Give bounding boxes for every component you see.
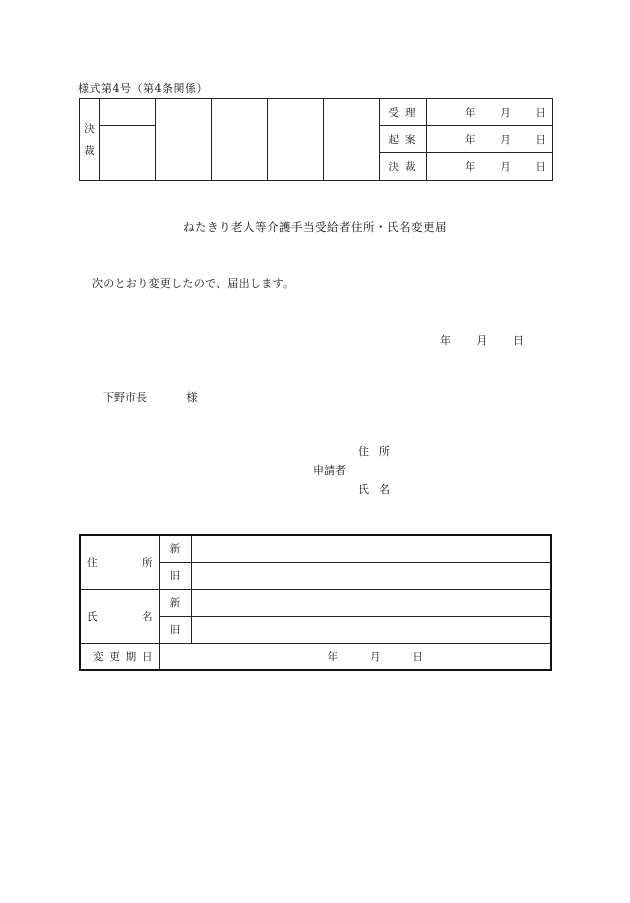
decision-date[interactable] — [427, 153, 553, 181]
month-label: 月 — [500, 106, 511, 119]
year-label: 年 — [440, 334, 451, 347]
draft-label: 起案 — [380, 126, 427, 153]
body-text: 次のとおり変更したので、届出します。 — [92, 277, 295, 290]
year-label: 年 — [465, 106, 476, 119]
day-label: 日 — [535, 106, 546, 119]
old-address-field[interactable] — [191, 562, 551, 589]
period-row-label — [80, 643, 159, 670]
day-label: 日 — [535, 161, 546, 173]
change-date-field[interactable] — [159, 643, 551, 670]
new-address-field[interactable] — [191, 535, 551, 562]
month-label: 月 — [476, 334, 488, 347]
document-title: ねたきり老人等介護手当受給者住所・氏名変更届 — [183, 220, 447, 234]
honorific: 様 — [186, 391, 198, 404]
seal-cell[interactable] — [212, 99, 268, 181]
day-label: 日 — [513, 334, 524, 347]
year-label: 年 — [465, 161, 476, 173]
old-label: 旧 — [159, 616, 191, 643]
receipt-label: 受理 — [380, 99, 427, 126]
recipient — [103, 389, 198, 405]
change-table — [79, 534, 552, 671]
address-char-1: 住 — [87, 556, 98, 569]
name-char-2: 名 — [142, 610, 153, 623]
applicant-name-label: 氏名 — [358, 483, 400, 496]
period-char-1: 変 — [93, 650, 104, 663]
kessai-header — [80, 99, 100, 181]
day-label: 日 — [535, 133, 546, 146]
month-label: 月 — [370, 650, 381, 663]
seal-cell[interactable] — [156, 99, 212, 181]
old-label: 旧 — [159, 562, 191, 589]
applicant-label: 申請者 — [313, 464, 346, 477]
seal-cell[interactable] — [324, 99, 380, 181]
day-label: 日 — [412, 650, 423, 663]
month-label: 月 — [500, 161, 511, 173]
period-char-2: 更 — [109, 650, 120, 663]
address-row-label — [80, 535, 159, 589]
receipt-date[interactable] — [427, 99, 553, 126]
seal-cell[interactable] — [100, 99, 156, 126]
year-label: 年 — [465, 133, 476, 146]
period-char-3: 期 — [125, 650, 137, 663]
period-char-4: 日 — [141, 650, 153, 663]
month-label: 月 — [500, 133, 511, 146]
address-char-2: 所 — [142, 556, 153, 569]
name-char-1: 氏 — [87, 610, 98, 623]
new-label: 新 — [159, 535, 191, 562]
name-row-label — [80, 589, 159, 643]
applicant-address-label: 住所 — [358, 445, 400, 458]
seal-cell[interactable] — [268, 99, 324, 181]
new-name-field[interactable] — [191, 589, 551, 616]
approval-table — [79, 98, 553, 181]
decision-label: 決裁 — [380, 153, 427, 181]
form-number: 様式第4号（第4条関係） — [78, 82, 208, 95]
draft-date[interactable] — [427, 126, 553, 153]
recipient-name: 下野市長 — [103, 391, 147, 404]
year-label: 年 — [327, 650, 338, 663]
kessai-char-1: 決 — [84, 122, 95, 135]
old-name-field[interactable] — [191, 616, 551, 643]
submission-date[interactable] — [440, 332, 524, 348]
seal-cell[interactable] — [100, 126, 156, 181]
kessai-char-2: 裁 — [84, 144, 95, 157]
new-label: 新 — [159, 589, 191, 616]
